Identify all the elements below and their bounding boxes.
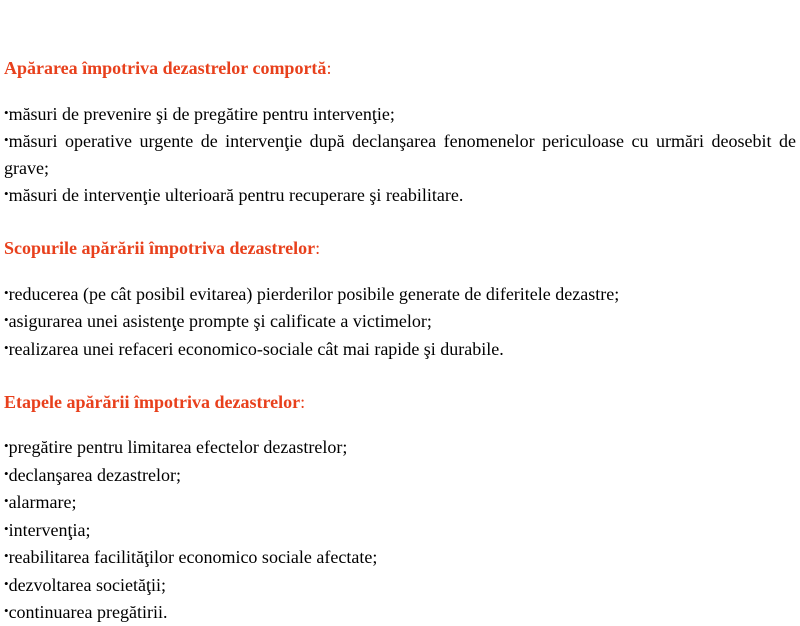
section-heading-colon: :	[326, 58, 332, 78]
bullet-icon: •	[4, 520, 9, 536]
bullet-icon: •	[4, 132, 9, 147]
list-item	[4, 127, 796, 181]
list-item	[4, 433, 796, 461]
bullet-icon: •	[4, 465, 9, 481]
section-stages	[4, 389, 796, 626]
bullet-icon: •	[4, 186, 9, 201]
list-item-text: intervenţia;	[8, 519, 91, 540]
list-item-text: alarmare;	[8, 492, 77, 512]
list-item-text: dezvoltarea societăţii;	[8, 574, 166, 595]
list-item	[4, 571, 796, 599]
bullet-icon: •	[4, 312, 9, 327]
list-item-text: reducerea (pe cât posibil evitarea) pierderilor posibile generate de diferitele dezastre;	[8, 283, 620, 304]
section-heading-colon: :	[315, 238, 321, 258]
list-item-text: reabilitarea facilităţilor economico sociale afectate;	[8, 547, 378, 567]
list-item-text: măsuri de prevenire şi de pregătire pentru intervenţie;	[8, 103, 395, 124]
bullet-icon: •	[4, 104, 9, 120]
list-item-text: realizarea unei refaceri economico-sociale cât mai rapide şi durabile.	[8, 338, 504, 359]
list-item	[4, 516, 796, 544]
section-heading	[4, 55, 796, 82]
list-item-text: continuarea pregătirii.	[8, 602, 168, 622]
bullet-icon: •	[4, 575, 9, 591]
list-item	[4, 280, 796, 308]
section-goals	[4, 235, 796, 362]
list-item	[4, 598, 796, 626]
bullet-icon: •	[4, 493, 9, 508]
bullet-icon: •	[4, 339, 9, 355]
slide-content	[4, 37, 796, 626]
section-measures	[4, 55, 796, 209]
section-heading-text: Etapele apărării împotriva dezastrelor	[4, 391, 301, 412]
list-item	[4, 181, 796, 209]
list-item-text: declanşarea dezastrelor;	[8, 464, 181, 485]
section-heading-text: Scopurile apărării împotriva dezastrelor	[4, 238, 316, 258]
bullet-icon: •	[4, 438, 9, 453]
section-heading	[4, 389, 796, 416]
bullet-icon: •	[4, 284, 9, 300]
list-item-text: măsuri operative urgente de intervenţie după declanşarea fenomenelor periculoase cu urmări deosebit de grave;	[4, 131, 796, 178]
list-item	[4, 461, 796, 489]
list-item	[4, 488, 796, 516]
list-item	[4, 543, 796, 571]
section-heading-colon: :	[300, 391, 306, 412]
list-item	[4, 100, 796, 128]
bullet-icon: •	[4, 603, 9, 618]
list-item-text: asigurarea unei asistenţe prompte şi calificate a victimelor;	[8, 311, 432, 331]
section-heading-text: Apărarea împotriva dezastrelor comportă	[4, 58, 327, 78]
section-heading	[4, 235, 796, 262]
list-item-text: pregătire pentru limitarea efectelor dezastrelor;	[8, 437, 348, 457]
list-item-text: măsuri de intervenţie ulterioară pentru recuperare şi reabilitare.	[8, 185, 464, 205]
bullet-icon: •	[4, 548, 9, 563]
list-item	[4, 307, 796, 335]
list-item	[4, 335, 796, 363]
